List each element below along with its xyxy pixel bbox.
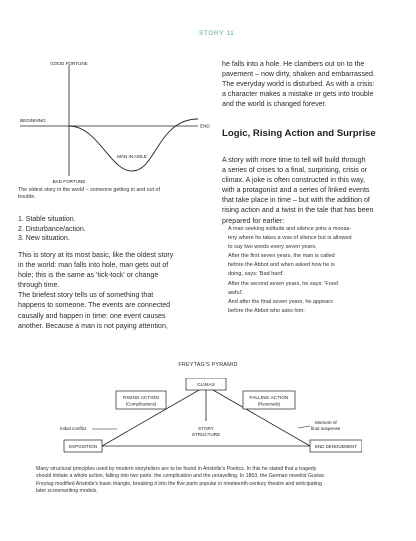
stages-list (18, 215, 86, 244)
story-label: STORY (198, 426, 214, 431)
fortune-curve (69, 119, 198, 171)
falling-action-label: FALLING ACTION (249, 396, 289, 401)
pyramid-caption: Many structural principles used by modern storytellers are to be found in Aristotle's Poetics. In this he stated that a tragedy should imitate a whole action, falling into two parts: the complication and the unravelling. In 1863, the German novelist Gustav Freytag modified Aristotle's basic triangle, breaking it into the five parts popular in nineteenth-century theatre and anticipating later screenwriting models. (36, 466, 325, 495)
climax-label: CLIMAX (197, 383, 215, 388)
good-fortune-label: GOOD FORTUNE (50, 61, 88, 66)
right-body-text: he falls into a hole. He clambers out on to the pavement – now dirty, shaken and embarrassed. The everyday world is disturbed. As with a crisis: a character makes a mistake or gets into trouble and the world is changed forever. (222, 60, 375, 109)
final-suspense-label-1: Moment of (315, 420, 337, 425)
final-suspense-label-2: final suspense (311, 426, 341, 431)
man-in-hole-diagram (18, 55, 218, 195)
man-in-hole-label: MAN IN HOLE (117, 154, 147, 159)
rising-action-sub: (Complications) (125, 401, 157, 407)
list-item: 2. Disturbance/action. (18, 225, 86, 233)
pyramid-title: FREYTAG'S PYRAMID (178, 362, 238, 368)
running-head: STORY 11 (199, 30, 235, 37)
list-item: 1. Stable situation. (18, 216, 76, 223)
joke-example: A man seeking solitude and silence joins a monas- tery where he takes a vow of silence but is allowed to say two words every seven years. After the first seven years, the man is called before the Abbot and when asked how he is doing, says: 'Bad hard'. After the second seven years, he says: 'Food awful'. And after the final seven years, he appears before the Abbot who asks him: (228, 226, 352, 314)
structure-label: STRUCTURE (191, 432, 221, 437)
final-suspense-pointer (298, 426, 310, 428)
list-item: 3. New situation. (18, 235, 70, 242)
initial-conflict-label: Initial conflict (60, 426, 87, 431)
section-body-text: A story with more time to tell will build through a series of crises to a final, surprising, crisis or climax. A joke is often constructed in this way, with a protagonist and a series of linked events that take place in time – but with the addition of rising action and a twist in the tale that has been prepared for earlier: (222, 156, 374, 225)
end-label: END (200, 123, 210, 129)
freytag-pyramid-diagram (50, 378, 362, 456)
beginning-label: BEGINNING (20, 118, 46, 123)
bad-fortune-label: BAD FORTUNE (52, 179, 86, 184)
figure-one-caption: The oldest story in the world – someone getting in and out of trouble. (18, 187, 160, 200)
rising-action-label: RISING ACTION (123, 396, 159, 401)
left-body-text: This is story at its most basic, like the oldest story in the world: man falls into hole, man gets out of hole; this is the same as 'tick-tock' or change through time. The briefest story tells us of something that happens to someone. The events are connected causally and happen in time: one event causes another. Because a man is not paying attention, (18, 251, 174, 330)
falling-action-sub: (Reversals) (257, 401, 281, 407)
section-heading: Logic, Rising Action and Surprise (222, 128, 376, 139)
exposition-label: EXPOSITION (68, 444, 98, 449)
end-denouement-label: END DENOUEMENT (315, 444, 357, 449)
